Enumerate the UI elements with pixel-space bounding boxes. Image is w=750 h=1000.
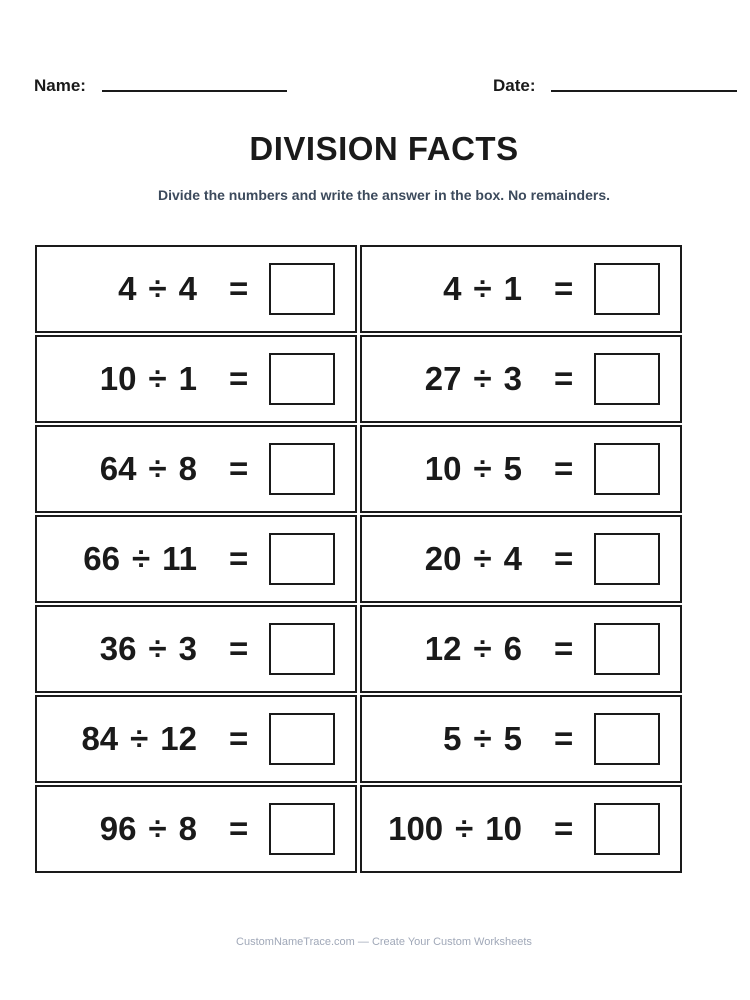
division-problem (425, 607, 522, 691)
answer-box[interactable] (269, 353, 335, 405)
division-problem (443, 247, 522, 331)
divide-sign: ÷ (473, 450, 492, 487)
divisor: 4 (503, 540, 522, 577)
divisor: 12 (160, 720, 197, 757)
problem-cell (35, 605, 357, 693)
answer-box[interactable] (594, 713, 660, 765)
answer-box[interactable] (594, 533, 660, 585)
division-problem (100, 607, 197, 691)
division-problem (425, 517, 522, 601)
equals-sign: = (554, 810, 574, 847)
instructions: Divide the numbers and write the answer in the box. No remainders. (158, 187, 610, 203)
problem-cell (360, 605, 682, 693)
divide-sign: ÷ (148, 630, 167, 667)
division-problem (100, 427, 197, 511)
division-problem (443, 697, 522, 781)
dividend: 100 (388, 810, 444, 847)
dividend: 20 (424, 540, 462, 577)
problem-cell (35, 785, 357, 873)
divide-sign: ÷ (148, 270, 167, 307)
division-problem (388, 787, 522, 871)
dividend: 4 (443, 270, 462, 307)
division-problem (425, 337, 522, 421)
equals-sign: = (554, 720, 574, 757)
dividend: 10 (424, 450, 462, 487)
divide-sign: ÷ (130, 720, 149, 757)
answer-box[interactable] (594, 353, 660, 405)
dividend: 66 (83, 540, 120, 577)
answer-box[interactable] (269, 803, 335, 855)
equals-sign: = (554, 540, 574, 577)
dividend: 4 (118, 270, 137, 307)
divisor: 3 (178, 630, 197, 667)
dividend: 27 (424, 360, 462, 397)
problem-cell (35, 245, 357, 333)
equals-sign: = (229, 720, 249, 757)
divisor: 11 (162, 540, 197, 577)
dividend: 36 (99, 630, 137, 667)
date-line[interactable] (551, 90, 737, 92)
division-problem (425, 427, 522, 511)
problem-cell (35, 515, 357, 603)
answer-box[interactable] (269, 623, 335, 675)
divide-sign: ÷ (148, 360, 167, 397)
answer-box[interactable] (269, 443, 335, 495)
divisor: 8 (178, 450, 197, 487)
division-problem (83, 517, 197, 601)
dividend: 5 (443, 720, 462, 757)
divisor: 3 (503, 360, 522, 397)
page-title: DIVISION FACTS (249, 130, 519, 167)
problem-cell (360, 425, 682, 513)
divisor: 1 (178, 360, 197, 397)
divide-sign: ÷ (455, 810, 474, 847)
problem-cell (360, 785, 682, 873)
problem-cell (360, 335, 682, 423)
dividend: 96 (99, 810, 137, 847)
equals-sign: = (229, 540, 249, 577)
dividend: 12 (424, 630, 462, 667)
divisor: 5 (503, 720, 522, 757)
answer-box[interactable] (269, 263, 335, 315)
problem-cell (360, 245, 682, 333)
equals-sign: = (229, 450, 249, 487)
date-label: Date: (493, 76, 536, 95)
divisor: 10 (485, 810, 522, 847)
divide-sign: ÷ (473, 270, 492, 307)
answer-box[interactable] (269, 713, 335, 765)
divide-sign: ÷ (473, 720, 492, 757)
dividend: 64 (99, 450, 137, 487)
problem-grid (35, 245, 682, 873)
divide-sign: ÷ (148, 810, 167, 847)
division-problem (100, 337, 197, 421)
divide-sign: ÷ (473, 360, 492, 397)
problem-cell (360, 515, 682, 603)
answer-box[interactable] (269, 533, 335, 585)
divisor: 6 (503, 630, 522, 667)
divide-sign: ÷ (473, 540, 492, 577)
division-problem (81, 697, 197, 781)
divisor: 4 (178, 270, 197, 307)
dividend: 84 (81, 720, 119, 757)
problem-cell (35, 335, 357, 423)
equals-sign: = (554, 360, 574, 397)
name-line[interactable] (102, 90, 287, 92)
equals-sign: = (554, 630, 574, 667)
answer-box[interactable] (594, 623, 660, 675)
answer-box[interactable] (594, 443, 660, 495)
problem-cell (35, 695, 357, 783)
equals-sign: = (554, 450, 574, 487)
divide-sign: ÷ (131, 540, 151, 577)
equals-sign: = (229, 630, 249, 667)
divisor: 8 (178, 810, 197, 847)
equals-sign: = (229, 360, 249, 397)
equals-sign: = (554, 270, 574, 307)
divisor: 1 (503, 270, 522, 307)
name-label: Name: (34, 76, 86, 95)
division-problem (118, 247, 197, 331)
division-problem (100, 787, 197, 871)
footer-credit: CustomNameTrace.com — Create Your Custom Worksheets (236, 936, 532, 948)
divisor: 5 (503, 450, 522, 487)
problem-cell (360, 695, 682, 783)
answer-box[interactable] (594, 803, 660, 855)
equals-sign: = (229, 270, 249, 307)
answer-box[interactable] (594, 263, 660, 315)
dividend: 10 (99, 360, 137, 397)
equals-sign: = (229, 810, 249, 847)
divide-sign: ÷ (473, 630, 492, 667)
problem-cell (35, 425, 357, 513)
divide-sign: ÷ (148, 450, 167, 487)
